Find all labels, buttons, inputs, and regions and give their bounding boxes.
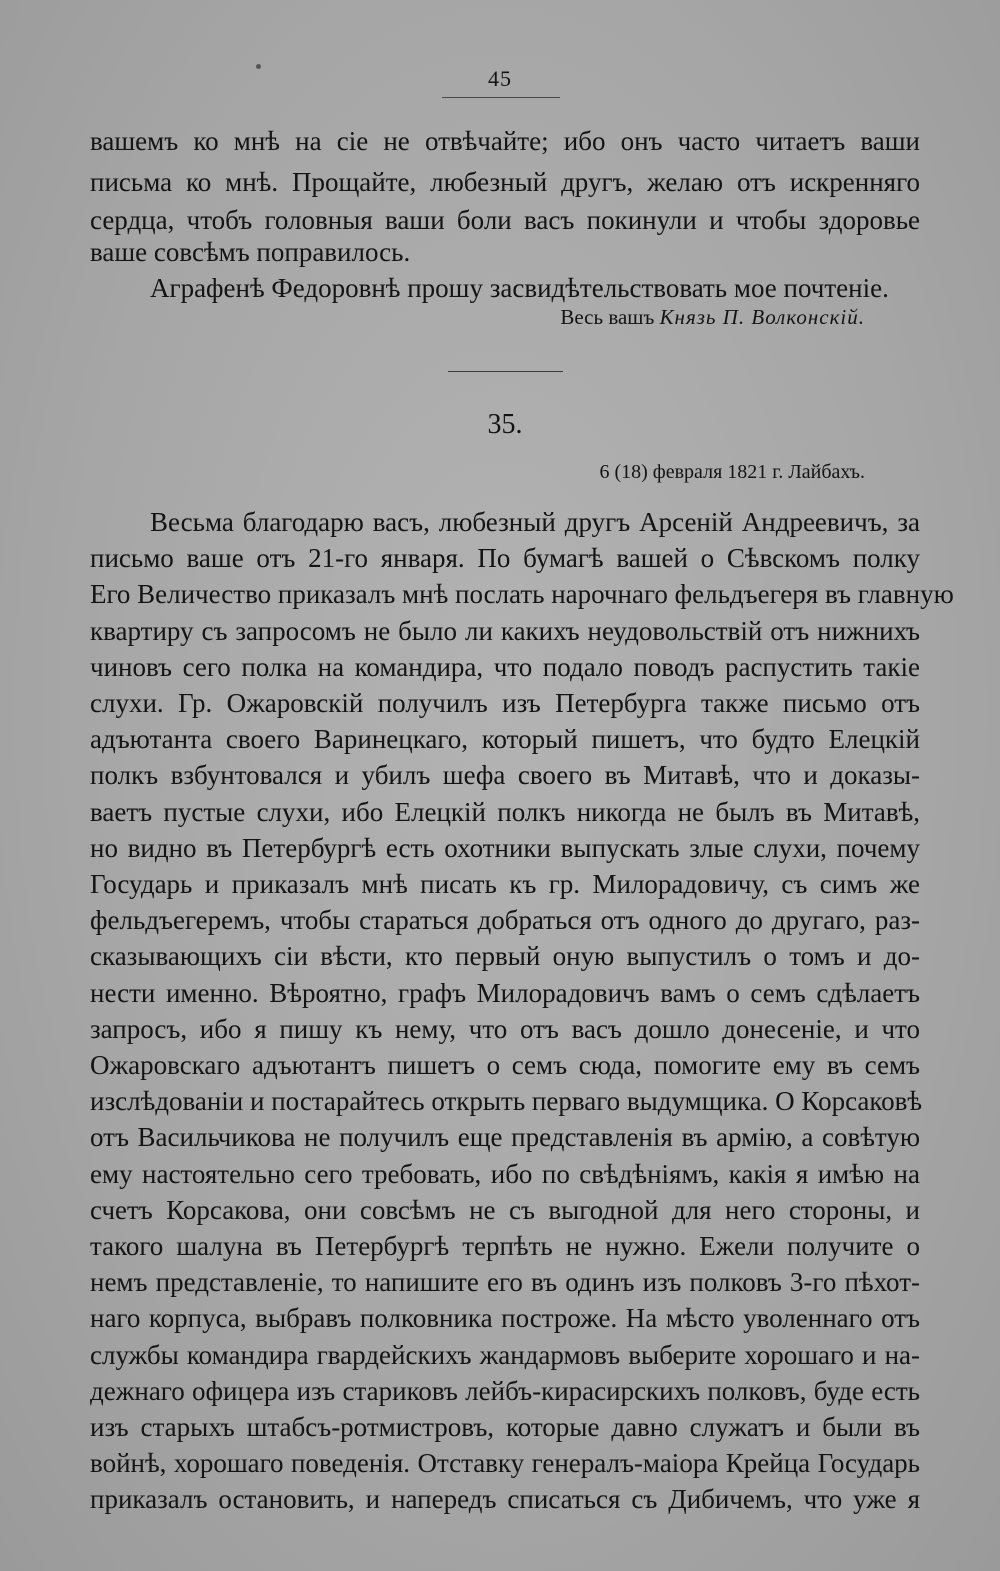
text-line: чиновъ сего полка на командира, что подало поводъ распустить такіе: [90, 651, 920, 682]
text-line: квартиру съ запросомъ не было ли какихъ неудовольствій отъ нижнихъ: [90, 615, 920, 646]
text-line: фельдъегеремъ, чтобы стараться добраться отъ одного до другаго, раз-: [90, 905, 920, 936]
text-line: наго корпуса, выбравъ полковника построже. На мѣсто уволеннаго отъ: [90, 1303, 920, 1334]
text-line: немъ представленіе, то напишите его въ одинъ изъ полковъ 3-го пѣхот-: [90, 1267, 920, 1298]
text-line: службы командира гвардейскихъ жандармовъ выберите хорошаго и на-: [90, 1339, 920, 1370]
ink-speck: [256, 64, 261, 69]
text-line: войнѣ, хорошаго поведенія. Отставку генералъ-маіора Крейца Государь: [90, 1448, 920, 1479]
text-line: ему настоятельно сего требовать, ибо по свѣдѣніямъ, какія я имѣю на: [90, 1158, 920, 1189]
text-line: такого шалуна въ Петербургѣ терпѣть не нужно. Ежели получите о: [90, 1231, 920, 1261]
text-line: Весьма благодарю васъ, любезный другъ Арсеній Андреевичъ, за: [150, 507, 920, 537]
page-number: 45: [488, 66, 512, 91]
letter-number: 35.: [487, 409, 523, 440]
text-line: изъ старыхъ штабсъ-ротмистровъ, которые давно служатъ и были въ: [90, 1412, 920, 1442]
text-line: счетъ Корсакова, они совсѣмъ не съ выгодной для него стороны, и: [90, 1194, 920, 1225]
text-line: дежнаго офицера изъ стариковъ лейбъ-кирасирскихъ полковъ, буде есть: [90, 1375, 920, 1406]
text-line: изслѣдованіи и постарайтесь открыть перваго выдумщика. О Корсаковѣ: [90, 1086, 923, 1117]
signature-prefix: Весь вашъ: [560, 305, 660, 329]
text-line: полкъ взбунтовался и убилъ шефа своего въ Митавѣ, что и доказы-: [90, 760, 920, 791]
text-line: Его Величество приказалъ мнѣ послать нарочнаго фельдъегеря въ главную: [90, 579, 954, 610]
signature: [520, 303, 865, 331]
text-line: запросъ, ибо я пишу къ нему, что отъ васъ дошло донесеніе, и что: [90, 1013, 920, 1044]
text-line: ваетъ пустые слухи, ибо Елецкій полкъ никогда не былъ въ Митавѣ,: [90, 796, 920, 827]
text-line: но видно въ Петербургѣ есть охотники выпускать злые слухи, почему: [90, 832, 920, 863]
text-line: письмо ваше отъ 21-го января. По бумагѣ вашей о Сѣвскомъ полку: [90, 543, 920, 574]
text-line: Аграфенѣ Федоровнѣ прошу засвидѣтельствовать мое почтеніе.: [150, 273, 889, 303]
text-line: сердца, чтобъ головныя ваши боли васъ покинули и чтобы здоровье: [90, 205, 920, 235]
text-line: Ожаровскаго адъютантъ пишетъ о семъ сюда, помогите ему въ семъ: [90, 1050, 920, 1080]
text-line: отъ Васильчикова не получилъ еще представленія въ армію, а совѣтую: [90, 1122, 920, 1153]
text-line: вашемъ ко мнѣ на сіе не отвѣчайте; ибо онъ часто читаетъ ваши: [90, 126, 920, 156]
text-line: слухи. Гр. Ожаровскій получилъ изъ Петербурга также письмо отъ: [90, 688, 920, 718]
text-line: приказалъ остановить, и напередъ списаться съ Дибичемъ, что уже я: [90, 1484, 920, 1515]
text-line: ваше совсѣмъ поправилось.: [90, 237, 411, 267]
text-line: сказывающихъ сіи вѣсти, кто первый оную выпустилъ о томъ и до-: [90, 941, 920, 972]
header-rule: [442, 97, 560, 98]
text-line: нести именно. Вѣроятно, графъ Милорадовичъ вамъ о семъ сдѣлаетъ: [90, 977, 920, 1008]
section-separator: [448, 371, 563, 372]
text-line: Государь и приказалъ мнѣ писать къ гр. Милорадовичу, съ симъ же: [90, 869, 920, 899]
text-line: письма ко мнѣ. Прощайте, любезный другъ, желаю отъ искренняго: [90, 167, 920, 197]
text-line: адъютанта своего Варинецкаго, который пишетъ, что будто Елецкій: [90, 724, 920, 755]
signature-name: Князь П. Волконскій.: [659, 305, 865, 329]
letter-dateline: 6 (18) февраля 1821 г. Лайбахъ.: [599, 461, 865, 483]
